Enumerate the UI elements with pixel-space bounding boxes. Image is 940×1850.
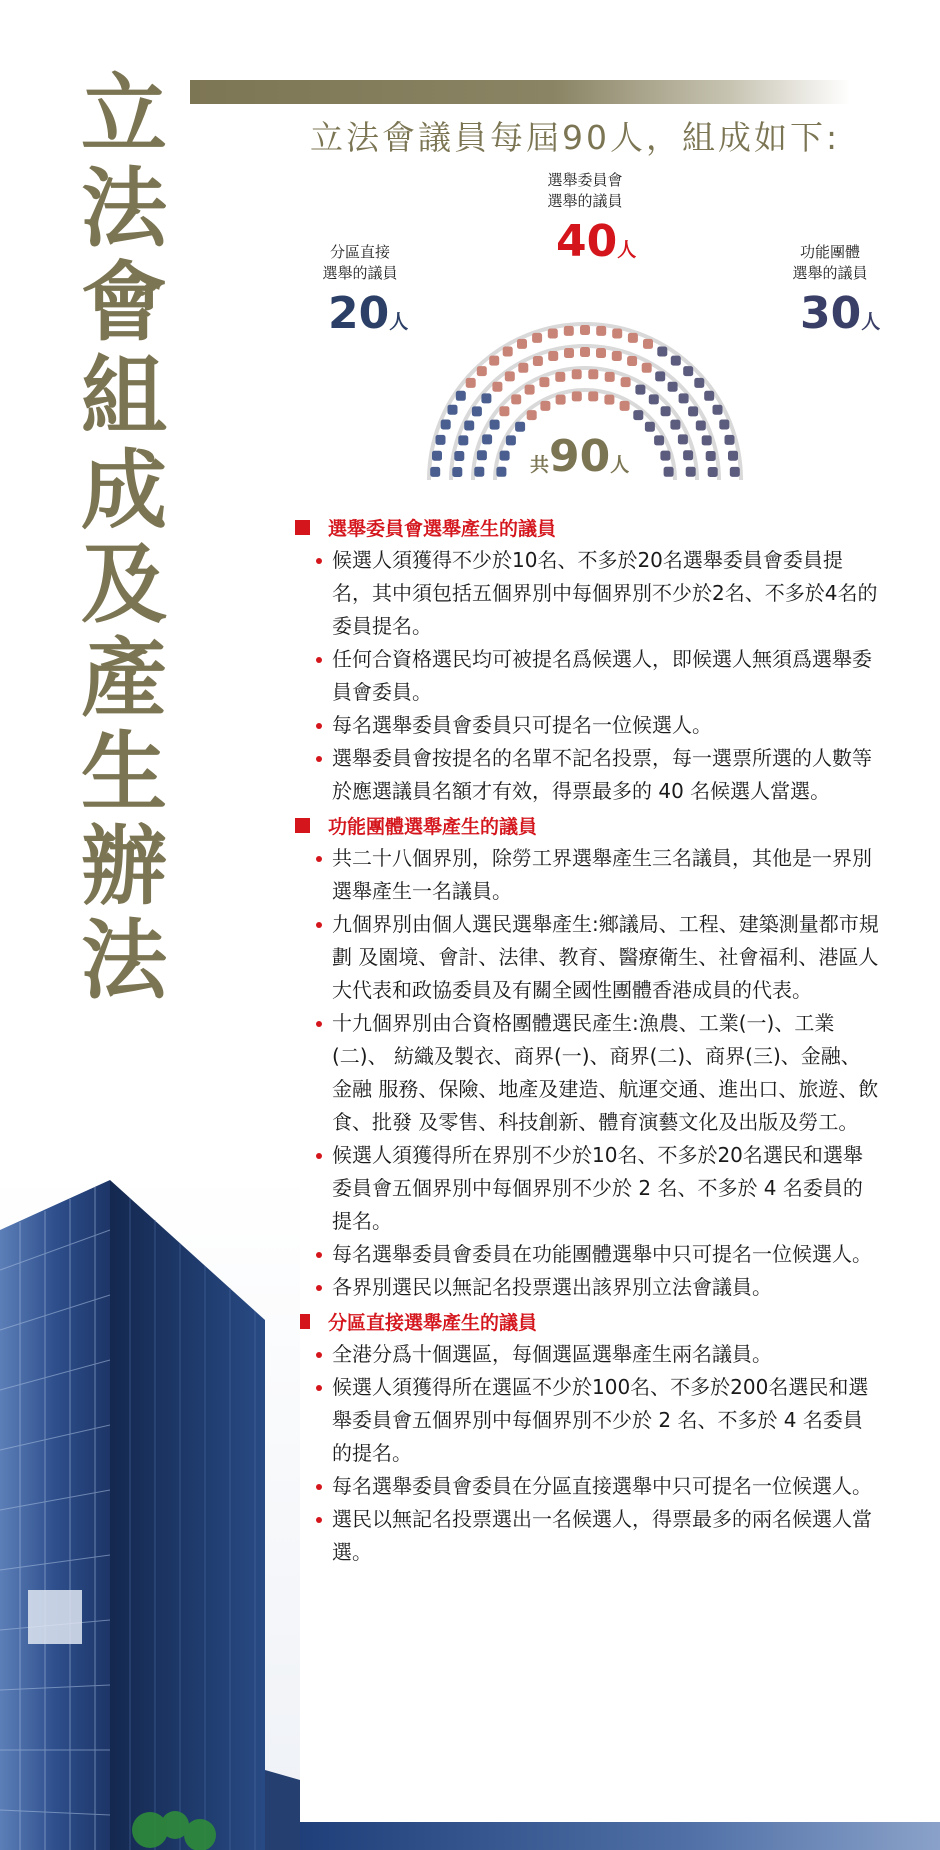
- seat-functional: [688, 406, 698, 416]
- seat-functional: [661, 406, 671, 416]
- seat-committee: [564, 326, 574, 336]
- seat-direct: [456, 391, 466, 401]
- list-item: [300, 709, 880, 742]
- seat-committee: [533, 356, 543, 366]
- seat-direct: [496, 467, 506, 477]
- seat-committee: [572, 369, 582, 379]
- bullet-dot-icon: [316, 1385, 322, 1391]
- seat-direct: [432, 451, 442, 461]
- list-item-text: 九個界別由個人選民選舉產生:鄉議局、工程、建築測量都市規劃 及園境、會計、法律、教育、醫療衛生、社會福利、港區人大代表和政協委員及有關全國性團體香港成員的代表。: [332, 912, 879, 1002]
- seat-functional: [678, 434, 688, 444]
- seat-functional: [655, 371, 665, 381]
- list-item: [300, 1470, 880, 1503]
- list-item-text: 候選人須獲得不少於10名、不多於20名選舉委員會委員提名，其中須包括五個界別中每個界別不少於2名、不多於4名的委員提名。: [332, 548, 878, 638]
- seat-committee: [518, 363, 528, 373]
- list-item-text: 選民以無記名投票選出一名候選人，得票最多的兩名候選人當選。: [332, 1507, 872, 1564]
- vertical-title: [78, 65, 170, 1011]
- section-title-text: 功能團體選舉產生的議員: [328, 815, 538, 838]
- seat-direct: [430, 467, 440, 477]
- seat-committee: [596, 326, 606, 336]
- list-item-text: 十九個界別由合資格團體選民產生:漁農、工業(一)、工業(二)、 紡織及製衣、商界(一)、商界(二)、商界(三)、金融、金融 服務、保險、地產及建造、航運交通、進出口、旅遊、飲食、批發 及零售、科技創新、體育演藝文化及出版及勞工。: [332, 1011, 879, 1134]
- seat-direct: [436, 435, 446, 445]
- seat-functional: [702, 435, 712, 445]
- list-item: [300, 1503, 880, 1569]
- seat-committee: [612, 329, 622, 339]
- header-accent-bar: [190, 80, 850, 104]
- total-prefix: 共: [530, 454, 550, 476]
- direct-label-line1: 分區直接: [329, 243, 390, 261]
- seat-functional: [645, 422, 655, 432]
- title-char: 辦: [81, 817, 167, 917]
- committee-label-line2: 選舉的議員: [547, 192, 623, 210]
- bullet-dot-icon: [316, 756, 322, 762]
- total-count-number: 90: [549, 431, 611, 482]
- bullet-dot-icon: [316, 723, 322, 729]
- bullet-dot-icon: [316, 1517, 322, 1523]
- seat-committee: [548, 329, 558, 339]
- seat-functional: [696, 421, 706, 431]
- list-item-text: 選舉委員會按提名的名單不記名投票，每一選票所選的人數等於應選議員名額才有效，得票最多的 40 名候選人當選。: [332, 746, 872, 803]
- functional-count-number: 30: [800, 288, 862, 339]
- seat-direct: [490, 420, 500, 430]
- title-char: 生: [81, 723, 167, 823]
- seat-functional: [633, 410, 643, 420]
- list-item: [300, 1238, 880, 1271]
- seat-committee: [572, 391, 582, 401]
- seat-committee: [505, 371, 515, 381]
- seat-direct: [481, 393, 491, 403]
- bullet-dot-icon: [316, 1021, 322, 1027]
- bullet-dot-icon: [316, 856, 322, 862]
- bullet-dot-icon: [316, 1252, 322, 1258]
- seat-functional: [683, 450, 693, 460]
- seat-functional: [686, 467, 696, 477]
- seat-direct: [477, 450, 487, 460]
- committee-count-number: 40: [556, 216, 618, 267]
- list-item-text: 每名選舉委員會委員在分區直接選舉中只可提名一位候選人。: [332, 1474, 872, 1498]
- seat-committee: [627, 356, 637, 366]
- seat-direct: [441, 420, 451, 430]
- seat-direct: [454, 451, 464, 461]
- section-title: [295, 1304, 880, 1338]
- seat-functional: [671, 356, 681, 366]
- square-bullet-icon: [295, 818, 310, 833]
- seat-functional: [725, 435, 735, 445]
- seat-committee: [540, 401, 550, 411]
- seat-functional: [679, 393, 689, 403]
- list-item-text: 各界別選民以無記名投票選出該界別立法會議員。: [332, 1275, 772, 1299]
- title-char: 會: [81, 253, 167, 353]
- title-char: 成: [81, 441, 167, 541]
- seat-committee: [511, 394, 521, 404]
- seat-functional: [660, 451, 670, 461]
- seat-functional: [728, 451, 738, 461]
- functional-count-unit: 人: [861, 311, 881, 333]
- direct-count-number: 20: [328, 288, 390, 339]
- seat-committee: [499, 406, 509, 416]
- seat-functional: [668, 382, 678, 392]
- council-building-image: [0, 1170, 300, 1850]
- bullet-dot-icon: [316, 558, 322, 564]
- seat-committee: [525, 385, 535, 395]
- square-bullet-icon: [295, 520, 310, 535]
- direct-count-unit: 人: [389, 311, 409, 333]
- list-item: [300, 1338, 880, 1371]
- list-item-text: 每名選舉委員會委員只可提名一位候選人。: [332, 713, 712, 737]
- seat-committee: [492, 382, 502, 392]
- list-item: [300, 842, 880, 908]
- seat-functional: [708, 467, 718, 477]
- list-item: [300, 1371, 880, 1470]
- seat-committee: [620, 401, 630, 411]
- title-char: 及: [81, 535, 167, 635]
- seat-committee: [555, 372, 565, 382]
- committee-group-label: [525, 170, 645, 212]
- total-count-unit: 人: [610, 454, 630, 476]
- seat-direct: [506, 435, 516, 445]
- seat-functional: [730, 467, 740, 477]
- total-count: [530, 433, 629, 489]
- list-item: [300, 908, 880, 1007]
- seat-committee: [612, 351, 622, 361]
- seat-direct: [500, 451, 510, 461]
- seat-committee: [517, 339, 527, 349]
- seat-committee: [580, 325, 590, 335]
- title-char: 法: [81, 159, 167, 259]
- title-char: 立: [81, 65, 167, 165]
- direct-label-line2: 選舉的議員: [322, 264, 398, 282]
- seat-functional: [654, 435, 664, 445]
- functional-label-line2: 選舉的議員: [792, 264, 868, 282]
- bullet-dot-icon: [316, 922, 322, 928]
- list-item-text: 候選人須獲得所在選區不少於100名、不多於200名選民和選舉委員會五個界別中每個界別不少於 2 名、不多於 4 名委員的提名。: [332, 1375, 869, 1465]
- bullet-dot-icon: [316, 1153, 322, 1159]
- list-item: [300, 742, 880, 808]
- seat-functional: [683, 366, 693, 376]
- seat-functional: [649, 394, 659, 404]
- section-title-text: 分區直接選舉產生的議員: [328, 1311, 538, 1334]
- seat-committee: [564, 348, 574, 358]
- headline: 立法會議員每屆90人，組成如下:: [310, 118, 841, 157]
- functional-label-line1: 功能團體: [799, 243, 860, 261]
- section-title-text: 選舉委員會選舉產生的議員: [328, 517, 557, 540]
- title-char: 組: [81, 347, 167, 447]
- seat-functional: [706, 451, 716, 461]
- seat-direct: [482, 434, 492, 444]
- seat-direct: [515, 422, 525, 432]
- list-item-text: 候選人須獲得所在界別不少於10名、不多於20名選民和選舉委員會五個界別中每個界別不少於 2 名、不多於 4 名委員的提名。: [332, 1143, 863, 1233]
- seat-functional: [719, 420, 729, 430]
- title-char: 產: [81, 629, 167, 729]
- committee-count-unit: 人: [617, 239, 637, 261]
- seat-committee: [503, 347, 513, 357]
- list-item-text: 共二十八個界別，除勞工界選舉產生三名議員，其他是一界別選舉產生一名議員。: [332, 846, 872, 903]
- rules-content: [300, 510, 880, 1569]
- seat-committee: [596, 348, 606, 358]
- seat-committee: [628, 333, 638, 343]
- seat-committee: [643, 339, 653, 349]
- bullet-dot-icon: [316, 1352, 322, 1358]
- seat-functional: [704, 391, 714, 401]
- list-item-text: 任何合資格選民均可被提名爲候選人，即候選人無須爲選舉委員會委員。: [332, 647, 872, 704]
- seat-direct: [472, 406, 482, 416]
- list-item: [300, 1271, 880, 1304]
- seat-committee: [466, 378, 476, 388]
- seat-functional: [657, 347, 667, 357]
- committee-label-line1: 選舉委員會: [547, 171, 623, 189]
- list-item: [300, 643, 880, 709]
- seat-committee: [588, 369, 598, 379]
- bullet-dot-icon: [316, 1484, 322, 1490]
- seat-committee: [477, 366, 487, 376]
- bullet-dot-icon: [316, 657, 322, 663]
- seat-committee: [621, 377, 631, 387]
- bullet-dot-icon: [316, 1285, 322, 1291]
- list-item: [300, 1139, 880, 1238]
- list-item-text: 全港分爲十個選區，每個選區選舉產生兩名議員。: [332, 1342, 772, 1366]
- seat-committee: [588, 391, 598, 401]
- list-item-text: 每名選舉委員會委員在功能團體選舉中只可提名一位候選人。: [332, 1242, 872, 1266]
- title-char: 法: [81, 911, 167, 1011]
- seat-committee: [605, 372, 615, 382]
- seat-functional: [670, 420, 680, 430]
- seat-direct: [448, 405, 458, 415]
- seat-direct: [464, 421, 474, 431]
- seat-direct: [458, 435, 468, 445]
- footer-accent-bar: [300, 1822, 940, 1850]
- seat-committee: [580, 347, 590, 357]
- seat-functional: [664, 467, 674, 477]
- section-title: [295, 510, 880, 544]
- list-item: [300, 1007, 880, 1139]
- seat-functional: [635, 385, 645, 395]
- seat-committee: [642, 363, 652, 373]
- seat-committee: [556, 395, 566, 405]
- seat-direct: [452, 467, 462, 477]
- seat-committee: [604, 395, 614, 405]
- seat-committee: [532, 333, 542, 343]
- seat-committee: [539, 377, 549, 387]
- seat-functional: [713, 405, 723, 415]
- list-item: [300, 544, 880, 643]
- seat-committee: [548, 351, 558, 361]
- section-title: [295, 808, 880, 842]
- seat-committee: [489, 356, 499, 366]
- seat-functional: [694, 378, 704, 388]
- seat-committee: [527, 410, 537, 420]
- seat-direct: [474, 467, 484, 477]
